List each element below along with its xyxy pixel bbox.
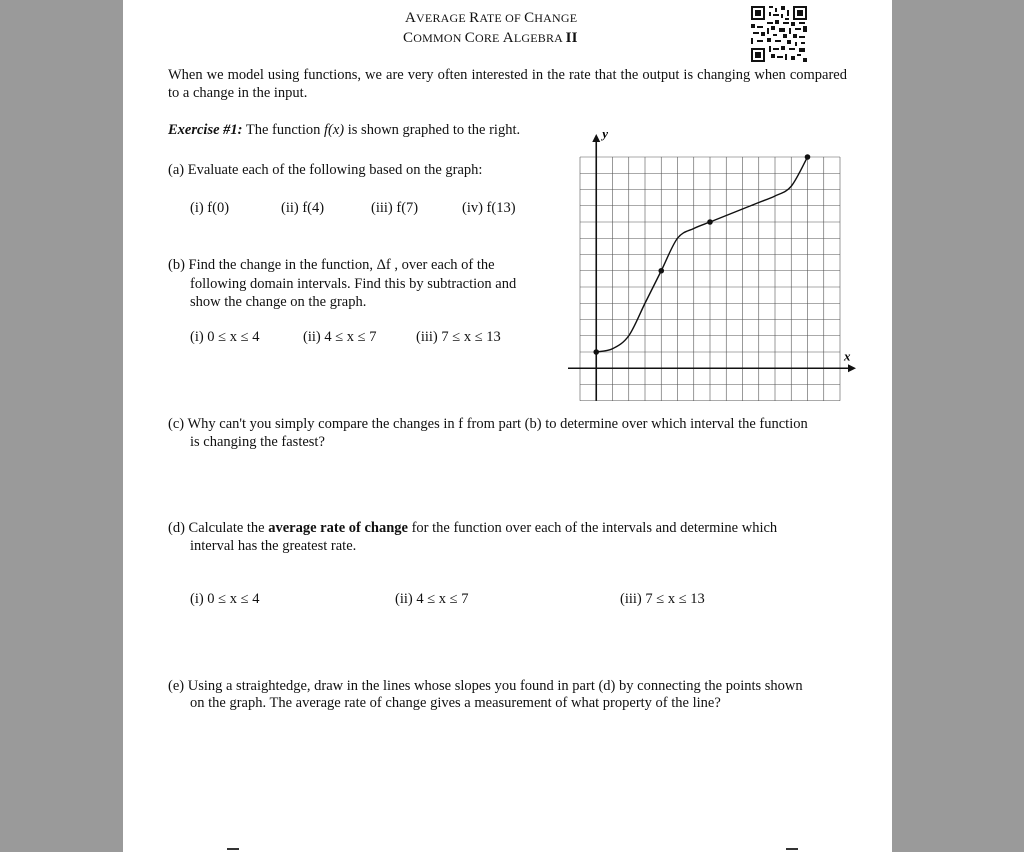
page-mark-left bbox=[227, 848, 239, 850]
part-d-item: (ii) 4 ≤ x ≤ 7 bbox=[395, 591, 469, 607]
exercise-label: Exercise #1: bbox=[168, 122, 243, 138]
qr-code-icon bbox=[751, 6, 807, 62]
worksheet-page bbox=[123, 0, 892, 852]
part-d-item: (i) 0 ≤ x ≤ 4 bbox=[190, 591, 260, 607]
axes bbox=[568, 134, 856, 401]
y-axis-arrow bbox=[592, 134, 600, 142]
part-c-line-1: (c) Why can't you simply compare the changes in f from part (b) to determine over which interval the function bbox=[168, 416, 808, 432]
x-axis-label: x bbox=[844, 348, 851, 364]
part-d-post: for the function over each of the intervals and determine which bbox=[411, 520, 778, 536]
intro-paragraph: When we model using functions, we are very often interested in the rate that the output is changing when compared to a change in the input. bbox=[168, 67, 847, 101]
exercise-text-post: is shown graphed to the right. bbox=[347, 122, 521, 138]
exercise-fx: f(x) bbox=[324, 122, 345, 138]
function-graph bbox=[568, 126, 851, 408]
grid bbox=[580, 157, 840, 401]
part-d-item: (iii) 7 ≤ x ≤ 13 bbox=[620, 591, 705, 607]
part-d-line-1 bbox=[168, 519, 847, 537]
part-b-line-3: show the change on the graph. bbox=[190, 294, 367, 310]
part-e-line-1: (e) Using a straightedge, draw in the lines whose slopes you found in part (d) by connecting the points shown bbox=[168, 678, 803, 694]
part-b-line-1: (b) Find the change in the function, Δf , over each of the bbox=[168, 257, 495, 273]
part-a-item: (i) f(0) bbox=[190, 200, 230, 216]
page-mark-right bbox=[786, 848, 798, 850]
title-line-1: AVERAGE RATE OF CHANGE bbox=[405, 10, 578, 26]
part-e-line-2: on the graph. The average rate of change gives a measurement of what property of the line? bbox=[190, 695, 721, 711]
part-d-bold: average rate of change bbox=[268, 520, 408, 536]
marked-point bbox=[593, 349, 599, 355]
x-axis-arrow bbox=[848, 364, 856, 372]
part-d-line-2: interval has the greatest rate. bbox=[190, 538, 357, 554]
part-a-item: (iii) f(7) bbox=[371, 200, 419, 216]
part-b-item: (iii) 7 ≤ x ≤ 13 bbox=[416, 329, 501, 345]
part-d-pre: (d) Calculate the bbox=[168, 520, 265, 536]
part-b-item: (ii) 4 ≤ x ≤ 7 bbox=[303, 329, 377, 345]
part-a-item: (ii) f(4) bbox=[281, 200, 325, 216]
y-axis-label: y bbox=[602, 126, 609, 141]
exercise-heading bbox=[168, 121, 568, 139]
exercise-text-pre: The function bbox=[245, 122, 321, 138]
marked-point bbox=[707, 219, 713, 225]
part-c-line-2: is changing the fastest? bbox=[190, 434, 325, 450]
marked-point bbox=[805, 154, 811, 160]
title-line-2: COMMON CORE ALGEBRA II bbox=[403, 30, 578, 46]
part-b-item: (i) 0 ≤ x ≤ 4 bbox=[190, 329, 260, 345]
part-a-prompt: (a) Evaluate each of the following based on the graph: bbox=[168, 162, 483, 178]
part-a-item: (iv) f(13) bbox=[462, 200, 516, 216]
marked-point bbox=[658, 268, 664, 274]
part-b-line-2: following domain intervals. Find this by subtraction and bbox=[190, 276, 517, 292]
